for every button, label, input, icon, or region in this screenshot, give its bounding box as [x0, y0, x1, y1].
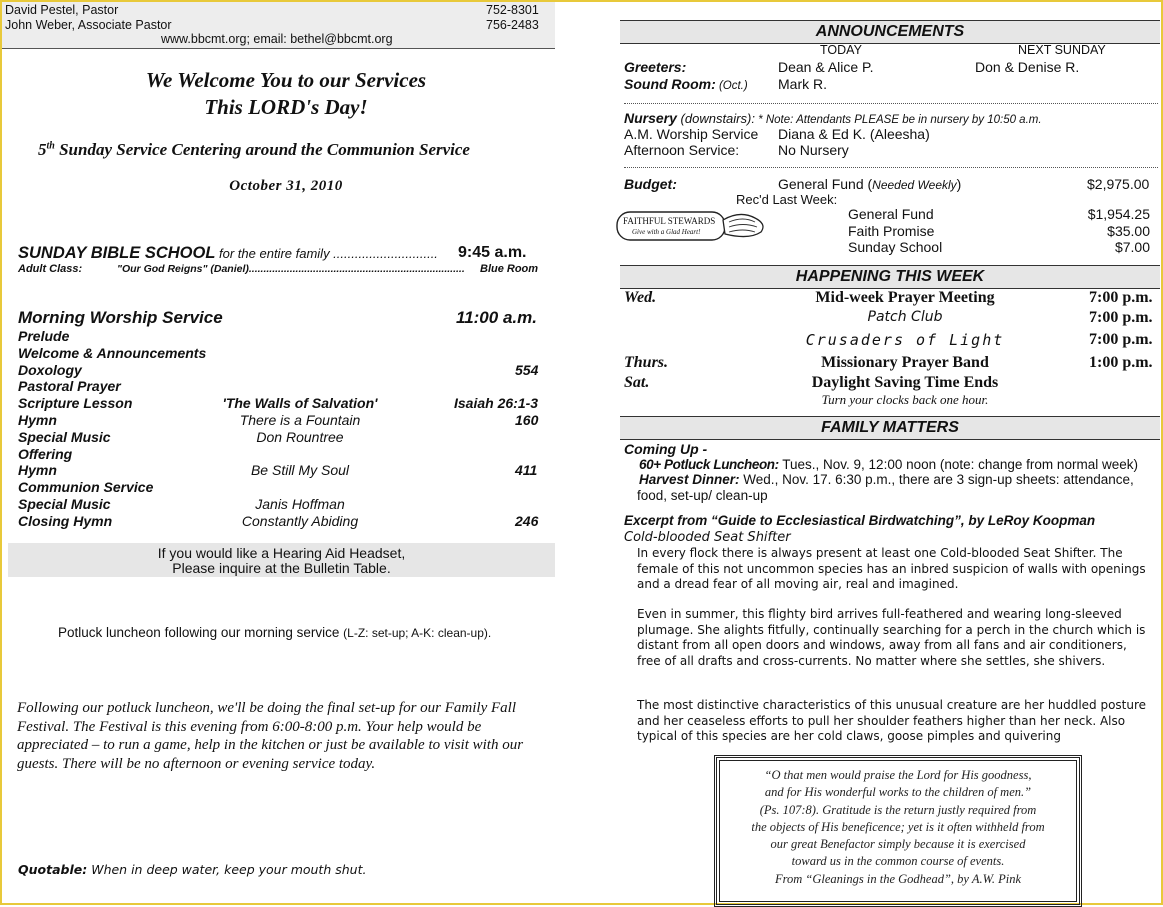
worship-item-name: Doxology: [18, 361, 82, 378]
sound-room-label: Sound Room: (Oct.): [624, 76, 748, 92]
adult-class-room: Blue Room: [480, 263, 539, 275]
announcements-heading: ANNOUNCEMENTS: [620, 20, 1160, 44]
fund-name: Faith Promise: [848, 222, 935, 239]
fund-amount: $35.00: [1107, 222, 1150, 239]
worship-item-detail: Be Still My Soul: [250, 462, 350, 479]
time-crusaders: 7:00 p.m.: [1089, 331, 1153, 348]
service-date: October 31, 2010: [229, 178, 343, 194]
day-sat: Sat.: [624, 374, 650, 391]
worship-item-name: Scripture Lesson: [18, 395, 133, 412]
event-prayer-band: Missionary Prayer Band: [821, 354, 989, 371]
worship-item-name: Hymn: [18, 412, 57, 428]
adult-class-title: "Our God Reigns" (Daniel)..........................................................................: [117, 263, 465, 275]
family-matters-heading: FAMILY MATTERS: [620, 416, 1160, 440]
worship-item-name: Communion Service: [18, 479, 154, 496]
budget-fund: General Fund (Needed Weekly): [778, 176, 962, 192]
faithful-stewards-logo: [615, 208, 771, 244]
worship-item-name: Closing Hymn: [18, 512, 113, 529]
quote-line: toward us in the common course of events.: [791, 854, 1005, 869]
worship-time: 11:00 a.m.: [456, 308, 537, 327]
quote-line: “O that men would praise the Lord for His goodness,: [764, 768, 1032, 782]
fund-amount: $1,954.25: [1087, 206, 1150, 222]
hearing-aid-line-2: Please inquire at the Bulletin Table.: [172, 560, 391, 576]
bible-school-time: 9:45 a.m.: [458, 244, 527, 261]
harvest-dinner: Harvest Dinner: Wed., Nov. 17. 6:30 p.m., there are 3 sign-up sheets: attendance,: [639, 472, 1134, 487]
excerpt-subtitle: Cold-blooded Seat Shifter: [624, 530, 791, 545]
fund-name: General Fund: [848, 206, 934, 222]
potluck-60-plus: 60+ Potluck Luncheon: Tues., Nov. 9, 12:00 noon (note: change from normal week): [639, 457, 1138, 472]
hearing-aid-line-1: If you would like a Hearing Aid Headset,: [157, 545, 406, 561]
worship-title: Morning Worship Service: [18, 308, 223, 327]
time-prayer-meeting: 7:00 p.m.: [1089, 289, 1153, 306]
worship-item-name: Welcome & Announcements: [18, 344, 207, 361]
event-daylight-saving: Daylight Saving Time Ends: [811, 374, 999, 391]
nursery-row: Nursery (downstairs): * Note: Attendants PLEASE be in nursery by 10:50 a.m.: [624, 110, 1042, 126]
worship-item-name: Prelude: [18, 328, 70, 344]
divider: [624, 103, 1158, 104]
associate-phone: 756-2483: [486, 18, 539, 32]
website-email: www.bbcmt.org; email: bethel@bbcmt.org: [161, 32, 393, 46]
am-service-label: A.M. Worship Service: [624, 126, 759, 142]
quote-box: [714, 755, 1082, 907]
worship-item-number: 160: [515, 412, 539, 428]
worship-item-number: 411: [515, 462, 538, 479]
worship-item-detail: Don Rountree: [256, 428, 344, 445]
pastor-phone: 752-8301: [486, 3, 539, 17]
budget-label: Budget:: [624, 176, 677, 192]
welcome-line-2: This LORD's Day!: [204, 95, 368, 119]
worship-item-detail: Constantly Abiding: [241, 512, 359, 529]
greeters-today: Dean & Alice P.: [778, 59, 874, 75]
pastor-name: David Pestel, Pastor: [5, 3, 119, 17]
time-prayer-band: 1:00 p.m.: [1089, 354, 1153, 371]
greeters-next: Don & Denise R.: [975, 59, 1080, 75]
budget-amount: $2,975.00: [1087, 176, 1150, 192]
greeters-label: Greeters:: [624, 59, 687, 75]
worship-item-detail: 'The Walls of Salvation': [222, 395, 378, 412]
divider: [624, 167, 1158, 168]
faithful-stewards-logo-graphic: [615, 208, 771, 244]
sound-room-today: Mark R.: [778, 76, 827, 92]
am-service-value: Diana & Ed K. (Aleesha): [778, 126, 930, 142]
received-last-week: Rec'd Last Week:: [736, 192, 838, 207]
worship-item-detail: Janis Hoffman: [255, 496, 345, 512]
quote-line: and for His wonderful works to the children of men.”: [764, 785, 1032, 800]
welcome-line-1: We Welcome You to our Services: [145, 68, 427, 92]
event-prayer-meeting: Mid-week Prayer Meeting: [815, 289, 995, 306]
logo-tagline: Give with a Glad Heart!: [632, 228, 701, 236]
worship-item-name: Special Music: [18, 496, 111, 512]
excerpt-title: Excerpt from “Guide to Ecclesiastical Birdwatching”, by LeRoy Koopman: [624, 513, 1096, 528]
daylight-saving-note: Turn your clocks back one hour.: [821, 392, 989, 407]
fund-amount: $7.00: [1114, 239, 1150, 255]
happening-heading: HAPPENING THIS WEEK: [620, 265, 1160, 289]
excerpt-paragraph-3: The most distinctive characteristics of this unusual creature are her huddled posture and her ceaseless efforts to pull her shoulder feathers higher than her neck. Also typical of this species are her cold claws, goose pimples and quivering: [637, 698, 1147, 743]
next-sunday-heading: NEXT SUNDAY: [1018, 43, 1106, 57]
worship-item-number: 246: [515, 512, 539, 529]
fund-name: Sunday School: [848, 239, 943, 255]
sunday-service-line: 5th Sunday Service Centering around the Communion Service: [38, 140, 470, 159]
worship-item-number: Isaiah 26:1-3: [454, 395, 539, 412]
festival-paragraph: Following our potluck luncheon, we'll be doing the final set-up for our Family Fall Festival. The Festival is this evening from 6:00-8:00 p.m. Your help would be appreciated – to run a game, help in the kitchen or just be available to visit with our guests. There will be no afternoon or evening service today.: [17, 700, 524, 772]
worship-item-name: Offering: [18, 445, 73, 462]
time-patch-club: 7:00 p.m.: [1089, 309, 1153, 326]
afternoon-service-label: Afternoon Service:: [624, 142, 740, 158]
worship-item-number: 554: [515, 361, 539, 378]
bible-school-row: SUNDAY BIBLE SCHOOL for the entire family .............................: [18, 244, 438, 262]
adult-class-label: Adult Class:: [18, 263, 83, 275]
today-heading: TODAY: [820, 43, 862, 57]
event-crusaders: Crusaders of Light: [805, 331, 1005, 349]
coming-up-label: Coming Up -: [624, 441, 708, 457]
worship-item-name: Hymn: [18, 462, 57, 479]
potluck-notice: Potluck luncheon following our morning service (L-Z: set-up; A-K: clean-up).: [58, 625, 492, 640]
quote-line: the objects of His beneficence; yet is it often withheld from: [751, 819, 1045, 834]
day-wed: Wed.: [624, 289, 657, 306]
quotable: Quotable: When in deep water, keep your mouth shut.: [18, 862, 367, 877]
afternoon-service-value: No Nursery: [778, 142, 849, 158]
quote-line: our great Benefactor simply because it is exercised: [770, 837, 1026, 852]
associate-name: John Weber, Associate Pastor: [5, 18, 172, 32]
day-thurs: Thurs.: [624, 354, 669, 371]
logo-text: FAITHFUL STEWARDS: [623, 216, 716, 226]
event-patch-club: Patch Club: [867, 309, 943, 325]
harvest-dinner-cont: food, set-up/ clean-up: [637, 488, 768, 503]
worship-item-detail: There is a Fountain: [239, 412, 361, 428]
excerpt-paragraph-1: In every flock there is always present at least one Cold-blooded Seat Shifter. The female of this not uncommon species has an inbred suspicion of walls with openings and a dread fear of all moving air, real and imagined.: [637, 546, 1146, 591]
quote-line: (Ps. 107:8). Gratitude is the return justly required from: [759, 802, 1037, 817]
worship-item-name: Pastoral Prayer: [18, 378, 121, 395]
worship-item-name: Special Music: [18, 428, 111, 445]
quote-attribution: From “Gleanings in the Godhead”, by A.W. Pink: [774, 871, 1022, 886]
excerpt-paragraph-2: Even in summer, this flighty bird arrives full-feathered and wearing long-sleeved plumage. She alights fitfully, continually searching for a perch in the church which is distant from all open doors and windows, away from all fans and air conditioners, free of all drafts and cross-currents. No matter where she settles, she shivers.: [637, 607, 1146, 668]
